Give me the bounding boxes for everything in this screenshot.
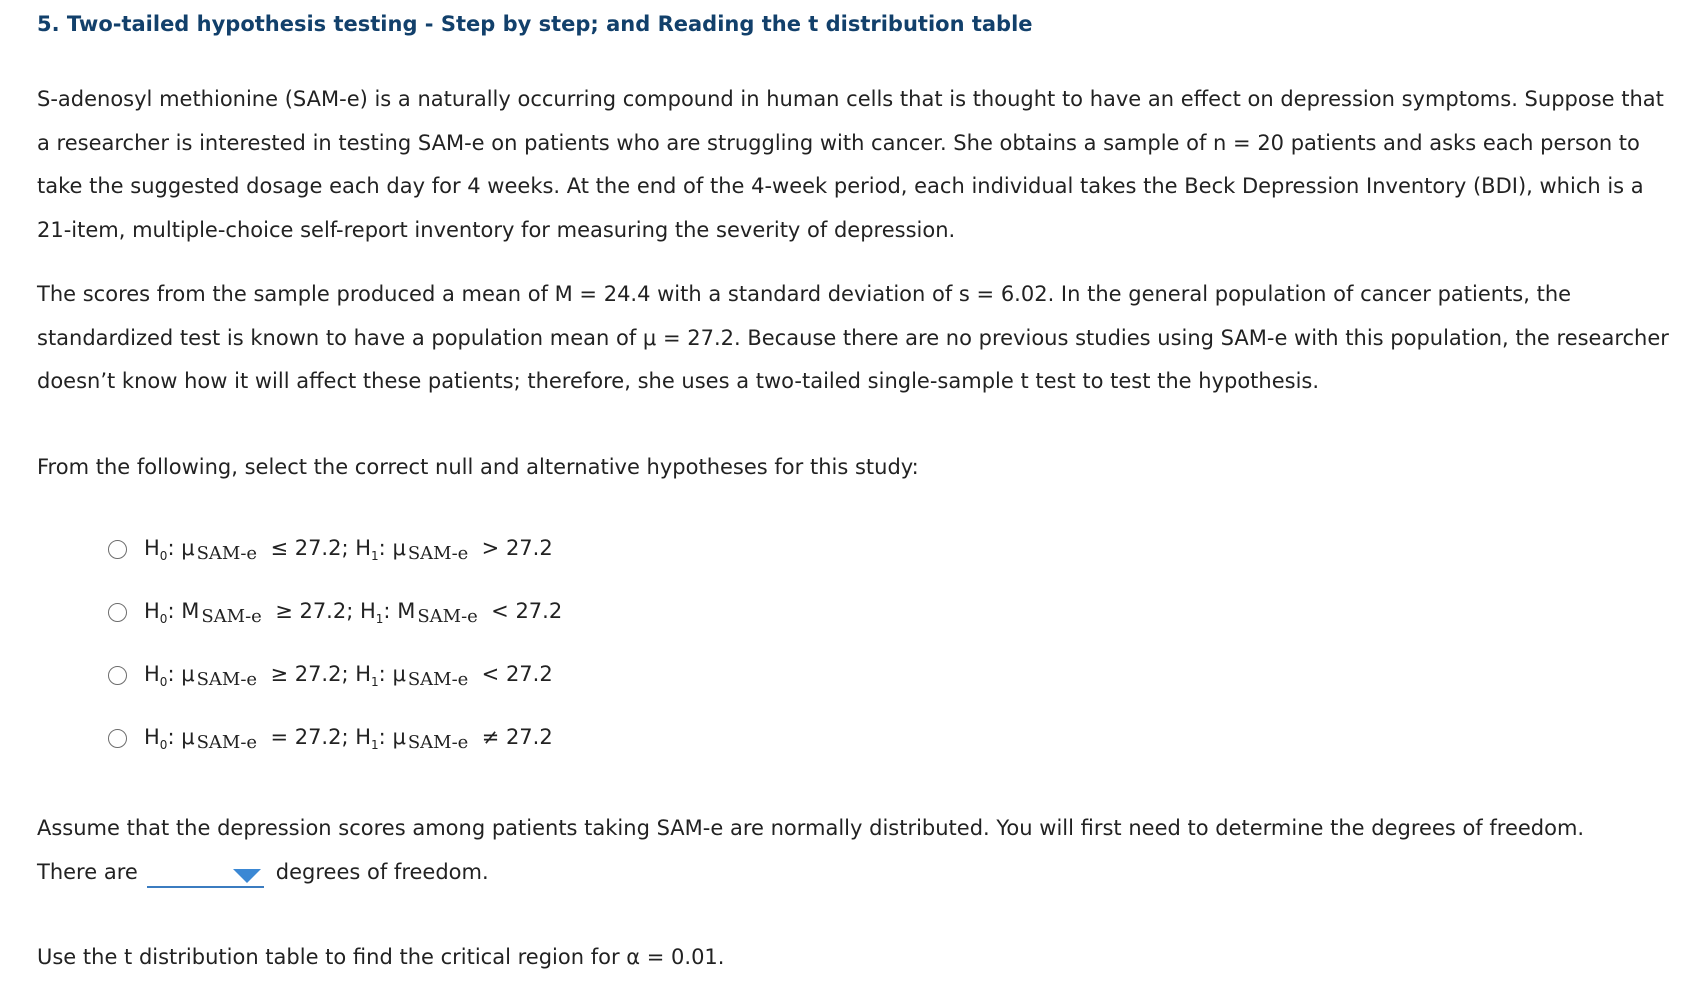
scenario-paragraph: S-adenosyl methionine (SAM-e) is a naturally occurring compound in human cells that is thought to have an effect on depression symptoms. Suppose that a researcher is interested in testing SAM-e on patients who are struggling with cancer. She obtains a sample of n = 20 patients and asks each person to take the suggested dosage each day for 4 weeks. At the end of the 4-week period, each individual takes the Beck Depression Inventory (BDI), which is a 21-item, multiple-choice self-report inventory for measuring the severity of depression. bbox=[37, 87, 1664, 242]
hypotheses-prompt: From the following, select the correct null and alternative hypotheses for this study: bbox=[37, 455, 919, 479]
degrees-of-freedom-dropdown[interactable] bbox=[147, 862, 264, 888]
option-text: $H_0$: μ SAM-e = 27.2; $H_1$: μ SAM-e ≠ 27.2 bbox=[144, 724, 553, 753]
dropdown-arrow-icon bbox=[233, 869, 261, 883]
option-text: $H_0$: M SAM-e ≥ 27.2; $H_1$: M SAM-e < 27.2 bbox=[144, 598, 563, 627]
hypothesis-option-1[interactable] bbox=[108, 518, 562, 581]
degrees-of-freedom-paragraph bbox=[37, 807, 1677, 894]
option-text: $H_0$: μ SAM-e ≤ 27.2; $H_1$: μ SAM-e > 27.2 bbox=[144, 535, 553, 564]
radio-button[interactable] bbox=[108, 540, 127, 559]
hypothesis-option-3[interactable] bbox=[108, 644, 562, 707]
radio-button[interactable] bbox=[108, 603, 127, 622]
sample-results-paragraph: The scores from the sample produced a mean of M = 24.4 with a standard deviation of s = 6.02. In the general population of cancer patients, the standardized test is known to have a population mean of μ = 27.2. Because there are no previous studies using SAM-e with this population, the researcher doesn’t know how it will affect these patients; therefore, she uses a two-tailed single-sample t test to test the hypothesis. bbox=[37, 282, 1669, 393]
hypothesis-option-2[interactable] bbox=[108, 581, 562, 644]
hypothesis-options bbox=[108, 518, 562, 770]
df-before-text: There are bbox=[37, 859, 138, 884]
critical-region-instruction: Use the t distribution table to find the critical region for α = 0.01. bbox=[37, 945, 725, 969]
radio-button[interactable] bbox=[108, 729, 127, 748]
hypothesis-option-4[interactable] bbox=[108, 707, 562, 770]
df-instruction: Assume that the depression scores among patients taking SAM-e are normally distributed. You will first need to determine the degrees of freedom. bbox=[37, 816, 1585, 840]
radio-button[interactable] bbox=[108, 666, 127, 685]
question-title: 5. Two-tailed hypothesis testing - Step by step; and Reading the t distribution table bbox=[37, 12, 1033, 36]
df-after-text: degrees of freedom. bbox=[275, 859, 489, 884]
option-text: $H_0$: μ SAM-e ≥ 27.2; $H_1$: μ SAM-e < 27.2 bbox=[144, 661, 553, 690]
